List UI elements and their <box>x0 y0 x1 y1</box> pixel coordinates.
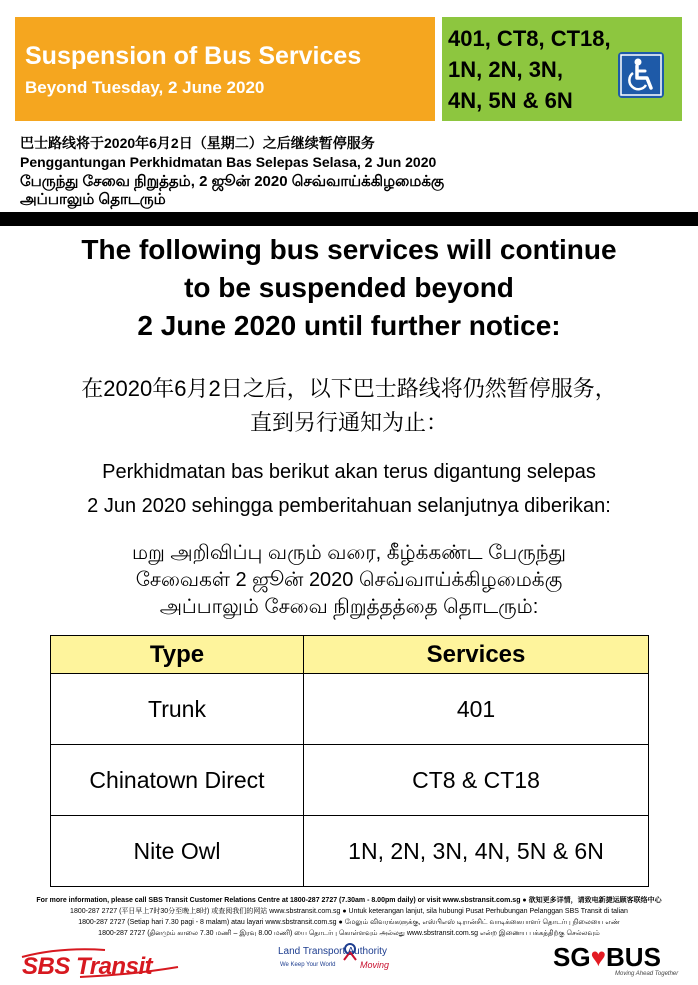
routes-line-2: 1N, 2N, 3N, <box>448 57 563 82</box>
notice-english-line-3: 2 June 2020 until further notice: <box>137 310 561 341</box>
notice-title: Suspension of Bus Services <box>25 42 362 70</box>
divider-bar <box>0 212 698 226</box>
heart-icon: ♥ <box>590 942 607 972</box>
notice-chinese-line-1: 在2020年6月2日之后，以下巴士路线将仍然暂停服务， <box>81 376 617 401</box>
header-type: Type <box>51 636 304 674</box>
wheelchair-icon <box>618 52 664 98</box>
notice-malay-line-2: 2 Jun 2020 sehingga pemberitahuan selanjutnya diberikan: <box>87 495 611 517</box>
table-header-row <box>51 636 649 674</box>
notice-tamil-line-3: அப்பாலும் சேவை நிறுத்தத்தை தொடரும்: <box>159 596 539 618</box>
table-row <box>51 674 649 745</box>
notice-english <box>0 231 698 345</box>
row-type: Nite Owl <box>51 816 304 887</box>
sgbus-left: SG <box>553 942 591 972</box>
row-type: Chinatown Direct <box>51 745 304 816</box>
notice-english-line-1: The following bus services will continue <box>81 234 617 265</box>
routes-line-3: 4N, 5N & 6N <box>448 88 573 113</box>
row-services: CT8 & CT18 <box>304 745 649 816</box>
title-tamil-line-1: பேருந்து சேவை நிறுத்தம், 2 ஜூன் 2020 செவ்வாய்க்கிழமைக்கு <box>20 173 445 190</box>
notice-tamil <box>0 540 698 621</box>
row-services: 1N, 2N, 3N, 4N, 5N & 6N <box>304 816 649 887</box>
table-row <box>51 745 649 816</box>
lta-name: Land Transport Authority <box>278 946 387 957</box>
lta-moving: Moving <box>360 960 390 970</box>
row-services: 401 <box>304 674 649 745</box>
footer-info-line-1: For more information, please call SBS Transit Customer Relations Centre at 1800-287 2727 (7.30am - 8.00pm daily) or visit www.sbstransit.com.sg ● 欲知更多详情，请致电新捷运顾客联络中心 <box>36 897 662 904</box>
footer-info-line-4: 1800-287 2727 (தினமும் காலை 7.30 மணி – இரவு 8.00 மணி) யை தொடர்பு கொள்ளவும் அல்லது www.sbstransit.com.sg என்ற இணைய பக்கத்திற்கு செல்லவும் <box>98 930 600 937</box>
notice-chinese <box>0 372 698 440</box>
lta-tagline: We Keep Your World <box>280 962 336 968</box>
header-services: Services <box>304 636 649 674</box>
header-title-panel <box>15 17 435 121</box>
notice-malay-line-1: Perkhidmatan bas berikut akan terus digantung selepas <box>102 461 596 483</box>
routes-line-1: 401, CT8, CT18, <box>448 26 611 51</box>
notice-date: Beyond Tuesday, 2 June 2020 <box>25 78 265 97</box>
sgbus-right: BUS <box>606 942 661 972</box>
notice-english-line-2: to be suspended beyond <box>184 272 514 303</box>
notice-tamil-line-1: மறு அறிவிப்பு வரும் வரை, கீழ்க்கண்ட பேருந்து <box>132 542 566 564</box>
services-table <box>50 635 649 887</box>
lta-logo <box>270 940 410 980</box>
sgbus-logo <box>553 940 683 982</box>
title-tamil-line-2: அப்பாலும் தொடரும் <box>20 191 166 208</box>
affected-routes <box>448 23 611 116</box>
row-type: Trunk <box>51 674 304 745</box>
sgbus-tagline: Moving Ahead Together <box>615 971 679 977</box>
footer-info-line-2: 1800-287 2727 (平日早上7时30分至晚上8时) 或查阅我们的网站 www.sbstransit.com.sg ● Untuk keterangan lanjut, sila hubungi Pusat Perhubungan Pelanggan SBS Transit di talian <box>70 908 628 915</box>
title-malay: Penggantungan Perkhidmatan Bas Selepas Selasa, 2 Jun 2020 <box>20 154 437 170</box>
sbs-transit-wordmark: SBS Transit <box>22 953 153 980</box>
table-row <box>51 816 649 887</box>
notice-tamil-line-2: சேவைகள் 2 ஜூன் 2020 செவ்வாய்க்கிழமைக்கு <box>135 569 563 591</box>
sbs-transit-logo <box>20 945 180 980</box>
notice-chinese-line-2: 直到另行通知为止： <box>249 410 448 435</box>
header-routes-panel <box>442 17 682 121</box>
sgbus-wordmark <box>553 942 661 973</box>
notice-malay <box>0 455 698 523</box>
title-chinese: 巴士路线将于2020年6月2日（星期二）之后继续暂停服务 <box>20 135 375 151</box>
footer-info-line-3: 1800-287 2727 (Setiap hari 7.30 pagi - 8 malam) atau layari www.sbstransit.com.sg ● மேலும் விவரங்களுக்கு, எஸ்பிஎஸ் டிரான்சிட் வாடிக்கையாளர் தொடர்பு நிலையை எண் <box>78 919 620 926</box>
